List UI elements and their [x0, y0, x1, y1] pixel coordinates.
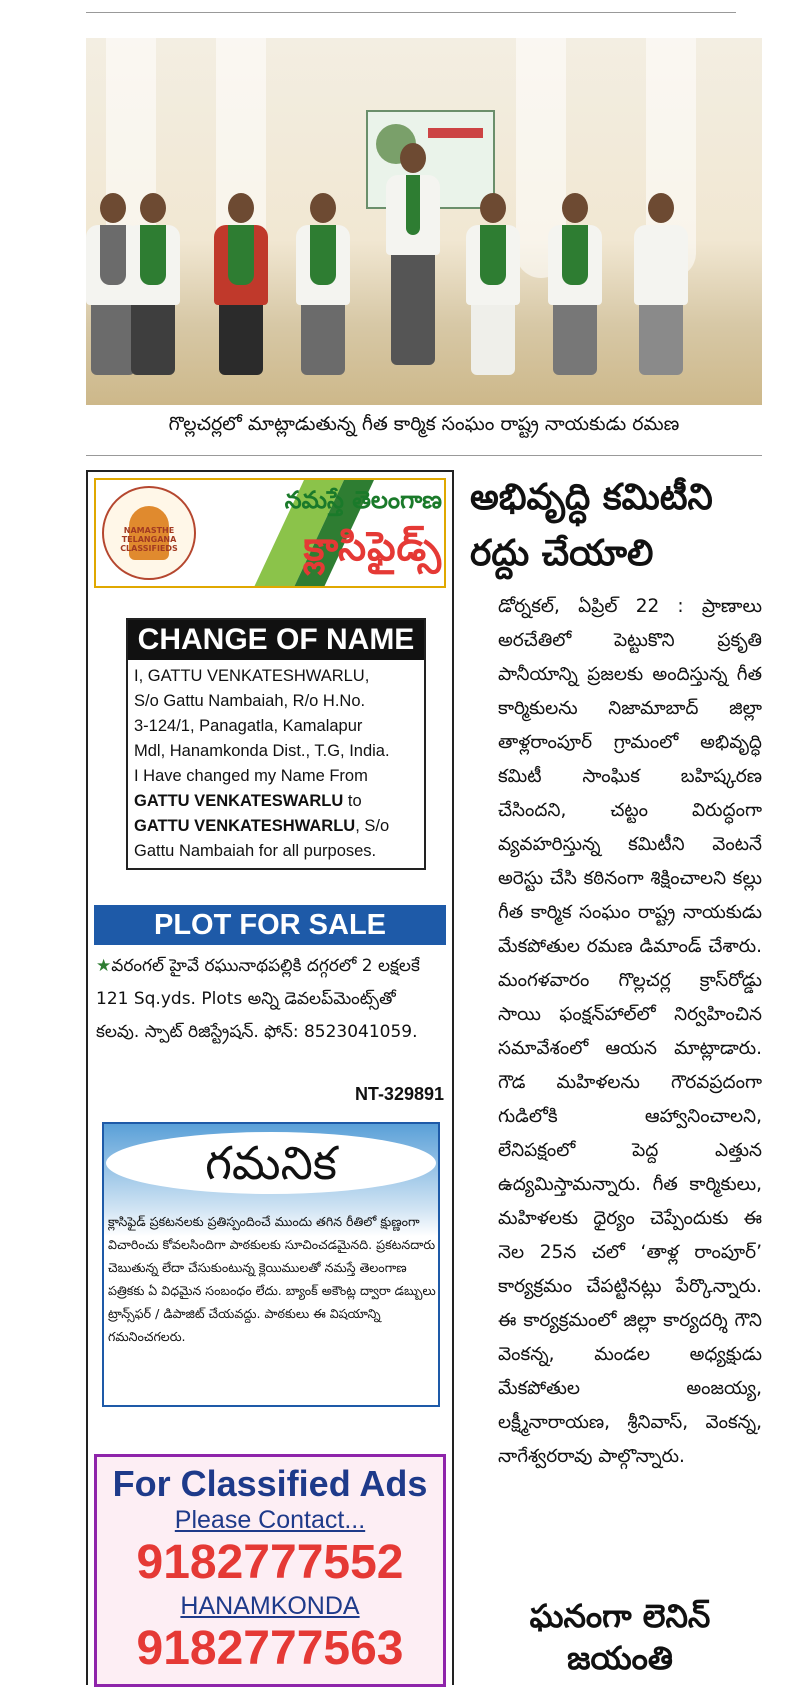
headline-line-1: అభివృద్ధి కమిటీని — [470, 477, 713, 518]
con-line: Gattu Nambaiah for all purposes. — [134, 842, 377, 860]
con-line: I, GATTU VENKATESHWARLU, — [134, 667, 370, 685]
contact-title: For Classified Ads — [112, 1463, 428, 1504]
contact-phone-2: 9182777563 — [136, 1622, 404, 1675]
contact-box — [94, 1454, 446, 1687]
news-photo — [86, 38, 762, 405]
con-suffix: , S/o — [355, 817, 390, 835]
notice-title: గమనిక — [106, 1132, 436, 1194]
article-body: డోర్నకల్, ఏప్రిల్ 22 : ప్రాణాలు అరచేతిలో పెట్టుకొని ప్రకృతి పానీయాన్ని ప్రజలకు అందిస్తున్న గీత కార్మికులను నిజామాబాద్ జిల్లా తాళ్లరాంపూర్ గ్రామంలో అభివృద్ధి కమిటీ సాంఘిక బహిష్కరణ చేసిందని, చట్టం విరుద్ధంగా వ్యవహరిస్తున్న కమిటీని వెంటనే అరెస్టు చేసి కఠినంగా శిక్షించాలని కల్లు గీత కార్మిక సంఘం రాష్ట్ర నాయకుడు మేకపోతుల రమణ డిమాండ్ చేశారు. మంగళవారం గొల్లచర్ల క్రాస్‌రోడ్డు సాయి ఫంక్షన్‌హాల్‌లో నిర్వహించిన సమావేశంలో ఆయన మాట్లాడారు. గౌడ మహిళలను గౌరవప్రదంగా గుడిలోకి ఆహ్వానించాలని, లేనిపక్షంలో పెద్ద ఎత్తున ఉద్యమిస్తామన్నారు. గీత కార్మికులు, మహిళలకు ధైర్యం చెప్పేందుకు ఈ నెల 25న చలో ‘తాళ్ల రాంపూర్’ కార్యక్రమం చేపట్టినట్లు పేర్కొన్నారు. ఈ కార్యక్రమంలో జిల్లా కార్యదర్శి గౌని వెంకన్న, మండల అధ్యక్షుడు మేకపోతుల అంజయ్య, లక్ష్మీనారాయణ, శ్రీనివాస్, వెంకన్న, నాగేశ్వరరావు పాల్గొన్నారు. — [498, 596, 762, 1467]
con-line: Mdl, Hanamkonda Dist., T.G, India. — [134, 742, 390, 760]
contact-phone-1: 9182777552 — [136, 1536, 404, 1589]
logo-text: NAMASTHE TELANGANA CLASSIFIEDS — [120, 526, 178, 553]
contact-city: HANAMKONDA — [180, 1592, 360, 1620]
next-headline-line-2: జయంతి — [567, 1639, 673, 1677]
to-word: to — [347, 792, 362, 810]
con-line: I Have changed my Name From — [134, 767, 368, 785]
brand-title: నమస్తే తెలంగాణ — [284, 486, 442, 514]
next-headline-line-1: ఘనంగా లెనిన్ — [529, 1597, 711, 1635]
notice-text: క్లాసిఫైడ్ ప్రకటనలకు ప్రతిస్పందించే ముందు తగిన రీతిలో క్షుణ్ణంగా విచారించు కోవలసిందిగా పాఠకులకు సూచించడమైనది. ప్రకటనదారు చెబుతున్న లేదా చేసుకుంటున్న క్లెయిములతో నమస్తే తెలంగాణ పత్రికకు ఏ విధమైన సంబంధం లేదు. బ్యాంక్ అకౌంట్ల ద్వారా డబ్బులు ట్రాన్స్‌ఫర్ / డిపాజిట్ చేయవద్దు. పాఠకులు ఈ విషయాన్ని గమనించగలరు. — [108, 1214, 436, 1344]
change-of-name-ad — [126, 618, 426, 870]
classifieds-column — [86, 470, 454, 1685]
old-name: GATTU VENKATESWARLU — [134, 792, 344, 810]
star-icon: ★ — [96, 956, 112, 976]
plot-for-sale-text — [96, 950, 444, 1049]
con-line: S/o Gattu Nambaiah, R/o H.No. — [134, 692, 366, 710]
top-rule — [86, 0, 736, 13]
caption-rule — [86, 455, 762, 456]
photo-caption: గొల్లచర్లలో మాట్లాడుతున్న గీత కార్మిక సంఘం రాష్ట్ర నాయకుడు రమణ — [168, 413, 680, 435]
next-article-headline — [470, 1595, 770, 1679]
headline-line-2: రద్దు చేయాలి — [470, 533, 654, 574]
classifieds-title: క్లాసిఫైడ్స్ — [303, 524, 442, 570]
plot-ref: NT-329891 — [354, 1084, 444, 1104]
plot-for-sale-title: PLOT FOR SALE — [94, 905, 446, 945]
contact-please: Please Contact... — [174, 1506, 366, 1534]
classifieds-header — [94, 478, 446, 588]
classifieds-logo — [102, 486, 196, 580]
new-name: GATTU VENKATESHWARLU — [134, 817, 356, 835]
article-headline — [470, 470, 770, 582]
change-of-name-title: CHANGE OF NAME — [128, 620, 424, 660]
con-line: 3-124/1, Panagatla, Kamalapur — [134, 717, 363, 735]
plot-text: వరంగల్ హైవే రఘునాథపల్లికి దగ్గరలో 2 లక్షలకే 121 Sq.yds. Plots అన్ని డెవలప్‌మెంట్స్‌తో కలవు. స్పాట్ రిజిస్ట్రేషన్. ఫోన్: 8523041059. — [96, 956, 420, 1042]
notice-box — [102, 1122, 440, 1407]
